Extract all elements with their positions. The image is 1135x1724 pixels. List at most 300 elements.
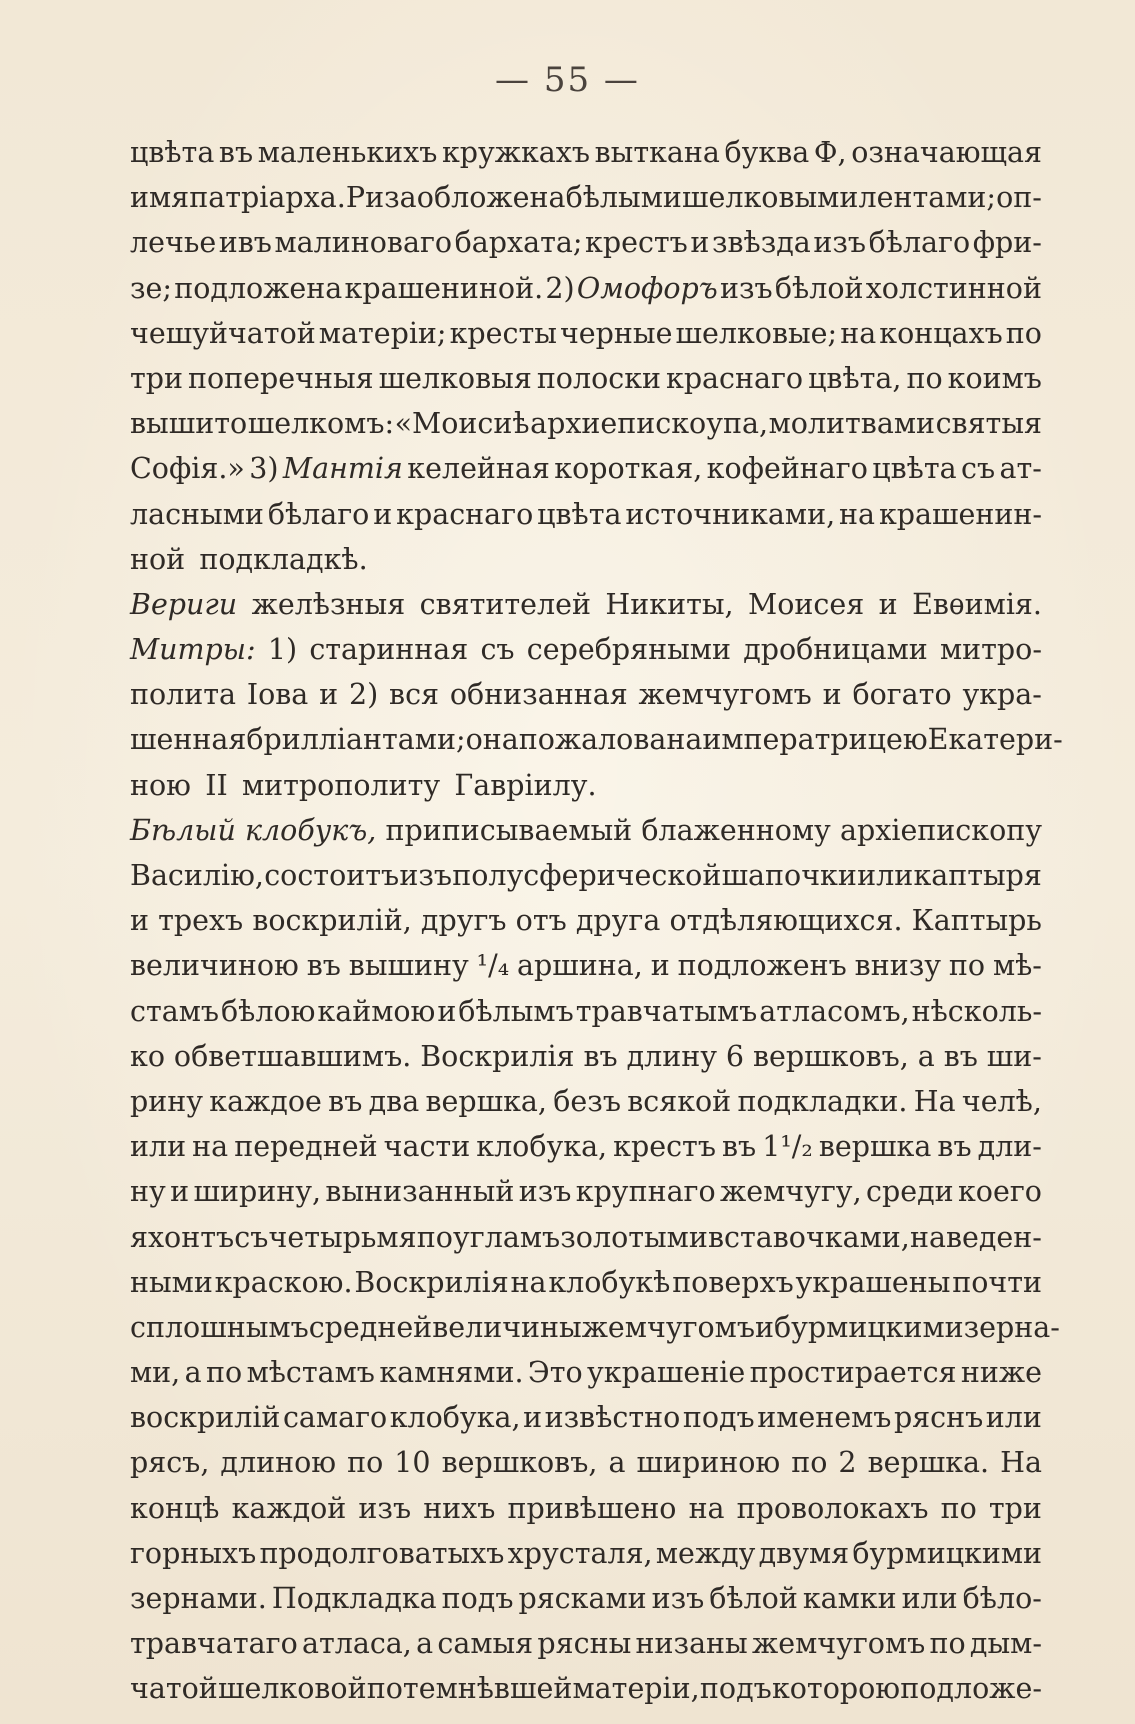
word: шелкомъ:: [247, 407, 395, 441]
word: въ: [328, 1084, 363, 1118]
word: Бѣлый: [130, 813, 236, 847]
word: другъ: [420, 904, 507, 938]
word: и: [690, 226, 710, 260]
word: на: [840, 316, 877, 350]
word: серебряными: [526, 633, 731, 667]
word: и: [373, 497, 393, 531]
word: отъ: [515, 904, 567, 938]
word: длину: [626, 1039, 717, 1073]
word: лентами;: [858, 181, 996, 215]
word: изъ: [651, 1582, 705, 1615]
word: архіепископу: [840, 813, 1042, 847]
word: вершковъ,: [752, 1039, 909, 1073]
word: по: [948, 949, 986, 983]
word: молитвами: [768, 407, 935, 441]
word: 2: [838, 1446, 857, 1480]
word: по: [347, 1446, 384, 1480]
word: жемчугомъ: [581, 1310, 755, 1344]
word: каймою: [317, 994, 436, 1028]
text-line: [130, 1666, 1042, 1711]
word: зерна-: [963, 1310, 1060, 1344]
word: 1¹/₂: [762, 1130, 813, 1164]
word: жемчугомъ: [638, 678, 812, 712]
text-line: [130, 537, 1042, 582]
word: вышито: [130, 407, 248, 441]
word: вершка.: [867, 1446, 990, 1480]
word: вся: [389, 678, 440, 712]
word: а: [184, 1356, 202, 1390]
word: и: [319, 678, 339, 712]
word: стамъ: [130, 994, 220, 1028]
word: На: [913, 1084, 956, 1118]
word: между: [655, 1536, 756, 1570]
word: 1): [267, 633, 298, 667]
word: наведен-: [909, 1220, 1042, 1254]
word: бѣлаго: [868, 226, 971, 260]
word: выткана: [594, 136, 720, 169]
word: по: [416, 1220, 453, 1254]
word: укра-: [962, 678, 1042, 712]
text-line: [130, 1124, 1042, 1169]
word: три: [988, 1491, 1042, 1525]
word: Каптырь: [911, 904, 1042, 938]
word: извѣстно: [544, 1401, 681, 1435]
word: ат-: [999, 452, 1042, 486]
word: простирается: [749, 1356, 957, 1390]
word: и: [822, 678, 842, 712]
text-line: [130, 311, 1042, 356]
word: съ: [961, 452, 996, 486]
word: потемнѣвшей: [366, 1672, 573, 1706]
word: челѣ,: [961, 1084, 1042, 1118]
text-line: [130, 627, 1042, 672]
word: Іова: [246, 678, 309, 712]
word: хрусталя,: [507, 1536, 653, 1570]
word: вершка: [818, 1130, 932, 1164]
word: части: [383, 1130, 471, 1164]
word: изъ: [813, 226, 867, 260]
word: почти: [952, 1265, 1042, 1299]
word: Моисея: [748, 587, 865, 621]
word: шелковыми: [682, 181, 859, 215]
word: нѣсколь-: [911, 994, 1042, 1028]
word: краснаго: [666, 361, 804, 395]
word: бѣлыми: [565, 181, 682, 215]
text-line: [130, 1169, 1042, 1214]
word: самыя: [437, 1627, 534, 1661]
word: келейная: [407, 452, 550, 486]
word: ми,: [130, 1356, 181, 1390]
word: и: [878, 587, 898, 621]
word: бѣлаго: [267, 497, 370, 531]
word: нихъ: [423, 1491, 496, 1525]
word: подъ: [682, 1401, 755, 1435]
word: На: [1000, 1446, 1042, 1480]
word: и: [130, 904, 149, 938]
word: жемчугу,: [720, 1175, 862, 1209]
word: безъ: [553, 1084, 621, 1118]
word: II: [205, 768, 228, 802]
word: шенная: [130, 723, 247, 757]
word: имя: [130, 181, 190, 215]
word: травчатаго: [130, 1627, 298, 1661]
word: жемчугомъ: [752, 1627, 926, 1661]
text-line: [130, 1486, 1042, 1531]
text-line: [130, 853, 1042, 898]
text-line: [130, 1079, 1042, 1124]
word: вершка,: [425, 1084, 547, 1118]
word: коего: [957, 1175, 1042, 1209]
word: шелковые;: [675, 316, 838, 350]
word: всякой: [627, 1084, 732, 1118]
word: бриллiантами;: [246, 723, 466, 757]
word: Митры:: [130, 633, 256, 667]
word: краскою.: [214, 1265, 353, 1299]
word: дли-: [977, 1130, 1042, 1164]
word: по: [940, 1491, 977, 1525]
text-line: [130, 763, 1042, 808]
word: буква: [724, 136, 810, 169]
page-number: — 55 —: [495, 60, 640, 100]
text-line: [130, 492, 1042, 537]
word: съ: [234, 1220, 269, 1254]
word: каждой: [231, 1491, 347, 1525]
word: яхонтъ: [130, 1220, 235, 1254]
body-text: [130, 130, 1063, 1712]
word: концахъ: [879, 316, 1003, 350]
word: по: [206, 1356, 243, 1390]
word: по: [791, 1446, 828, 1480]
word: ¹/₄: [476, 949, 510, 983]
word: а: [608, 1446, 626, 1480]
word: и: [170, 1175, 190, 1209]
word: и: [650, 949, 670, 983]
word: изъ: [518, 1175, 572, 1209]
word: или: [130, 1130, 187, 1164]
word: или: [901, 1582, 958, 1615]
text-line: [130, 943, 1042, 988]
text-line: [130, 130, 1042, 175]
word: величины: [432, 1310, 582, 1344]
word: 6: [725, 1039, 745, 1073]
word: продолговатыхъ: [259, 1536, 505, 1570]
word: и: [437, 994, 457, 1028]
word: на: [839, 497, 876, 531]
word: травчатымъ: [575, 994, 758, 1028]
text-line: [130, 1305, 1060, 1350]
word: крестъ: [613, 1130, 716, 1164]
word: черные: [559, 316, 673, 350]
word: длиною: [220, 1446, 337, 1480]
word: патріарха.: [189, 181, 346, 215]
word: атласа,: [301, 1627, 412, 1661]
word: шелковой: [217, 1672, 367, 1706]
word: на: [688, 1491, 725, 1525]
word: обнизанная: [449, 678, 628, 712]
word: шелковыя: [378, 361, 532, 395]
word: краснаго: [396, 497, 534, 531]
text-line: [130, 175, 1042, 220]
word: Мантія: [282, 452, 403, 486]
word: бѣло-: [962, 1582, 1042, 1615]
word: кресты: [449, 316, 557, 350]
text-line: [130, 1531, 1042, 1576]
word: рину: [130, 1084, 204, 1118]
word: Воскрилія: [420, 1039, 575, 1073]
text-line: [130, 808, 1042, 853]
word: шириною: [636, 1446, 781, 1480]
text-line: [130, 672, 1042, 717]
word: подкладкѣ.: [199, 542, 368, 576]
word: въ: [218, 136, 254, 169]
word: ну: [130, 1175, 166, 1209]
word: въ: [583, 1039, 618, 1073]
word: бархата;: [454, 226, 583, 260]
text-line: [130, 1395, 1042, 1440]
word: украшены: [795, 1265, 951, 1299]
word: Омофоръ: [576, 271, 718, 305]
word: цвѣта: [537, 497, 622, 531]
word: и: [754, 1310, 774, 1344]
word: передней: [234, 1130, 378, 1164]
word: 3): [249, 452, 279, 486]
word: Вериги: [130, 587, 238, 621]
word: а: [416, 1627, 434, 1661]
word: святителей: [419, 587, 591, 621]
word: друга: [575, 904, 661, 938]
word: изъ: [719, 271, 773, 305]
word: ряснъ: [893, 1401, 984, 1435]
word: фри-: [972, 226, 1042, 260]
word: камнями.: [379, 1356, 524, 1390]
word: холстинной: [865, 271, 1042, 305]
word: подъ: [699, 1672, 772, 1706]
word: ласными: [130, 497, 264, 531]
word: 2): [348, 678, 379, 712]
word: атласомъ,: [759, 994, 910, 1028]
word: по: [1005, 316, 1042, 350]
text-line: [130, 582, 1042, 627]
word: чатой: [130, 1672, 218, 1706]
word: которою: [771, 1672, 901, 1706]
word: мѣ-: [992, 949, 1042, 983]
word: зе;: [130, 271, 173, 305]
word: а: [917, 1039, 935, 1073]
word: рясны: [537, 1627, 632, 1661]
word: воскрилій: [130, 1401, 281, 1435]
word: въ: [722, 1130, 757, 1164]
word: императрицею: [702, 723, 928, 757]
word: бѣлой: [709, 1582, 798, 1615]
word: лечье: [130, 226, 217, 260]
word: пожалована: [518, 723, 703, 757]
word: вставочками,: [708, 1220, 910, 1254]
word: два: [368, 1084, 420, 1118]
word: святыя: [935, 407, 1042, 441]
word: ной: [130, 542, 186, 576]
word: крашенин-: [878, 497, 1042, 531]
word: цвѣта: [872, 452, 957, 486]
word: Василію,: [130, 859, 264, 892]
text-line: [130, 1260, 1042, 1305]
word: клобука,: [389, 1401, 521, 1435]
word: клобукѣ: [548, 1265, 671, 1299]
word: изъ: [399, 859, 453, 892]
word: архиепискоупа,: [530, 407, 769, 441]
word: украшеніе: [587, 1356, 746, 1390]
word: отдѣляющихся.: [669, 904, 903, 938]
word: цвѣта: [130, 136, 215, 169]
word: камки: [802, 1582, 897, 1615]
word: дробницами: [743, 633, 928, 667]
word: «Моисиѣ: [394, 407, 530, 441]
word: проволокахъ: [736, 1491, 929, 1525]
word: кружкахъ: [441, 136, 591, 169]
word: подкладки.: [737, 1084, 908, 1118]
text-line: [130, 401, 1042, 446]
word: мѣстамъ: [246, 1356, 375, 1390]
word: ивъ: [218, 226, 272, 260]
word: кофейнаго: [706, 452, 868, 486]
word: обложена: [416, 181, 566, 215]
word: самаго: [282, 1401, 388, 1435]
word: состоитъ: [264, 859, 400, 892]
word: и: [523, 1401, 543, 1435]
word: коимъ: [947, 361, 1042, 395]
word: 2): [545, 271, 575, 305]
word: бѣлымъ: [458, 994, 574, 1028]
word: ширину,: [193, 1175, 322, 1209]
word: Подкладка: [271, 1582, 437, 1615]
word: бурмицкими: [852, 1536, 1042, 1570]
word: блаженному: [641, 813, 831, 847]
word: на: [192, 1130, 229, 1164]
word: вышину: [348, 949, 469, 983]
word: въ: [937, 1130, 972, 1164]
word: поверхъ: [672, 1265, 794, 1299]
word: внизу: [854, 949, 942, 983]
word: крестъ: [585, 226, 688, 260]
word: полоски: [536, 361, 661, 395]
word: обветшавшимъ.: [173, 1039, 412, 1073]
word: подложена: [174, 271, 343, 305]
word: Риза: [345, 181, 417, 215]
word: или: [857, 859, 914, 892]
word: низаны: [635, 1627, 748, 1661]
word: дым-: [969, 1627, 1042, 1661]
word: малиноваго: [274, 226, 453, 260]
word: подложенъ: [677, 949, 847, 983]
word: четырьмя: [268, 1220, 417, 1254]
word: въ: [306, 949, 341, 983]
word: Софія.»: [130, 452, 245, 486]
word: полусферической: [452, 859, 722, 892]
word: матеріи,: [572, 1672, 700, 1706]
word: ко: [130, 1039, 165, 1073]
word: подъ: [441, 1582, 514, 1615]
word: Никиты,: [605, 587, 734, 621]
word: цвѣта,: [808, 361, 902, 395]
word: воскрилій,: [252, 904, 412, 938]
word: среди: [866, 1175, 954, 1209]
word: ши-: [986, 1039, 1042, 1073]
text-line: [130, 1034, 1042, 1079]
word: или: [985, 1401, 1042, 1435]
word: рясками: [518, 1582, 647, 1615]
word: митро-: [940, 633, 1042, 667]
word: Ф,: [813, 136, 847, 169]
word: матеріи;: [318, 316, 447, 350]
word: именемъ: [757, 1401, 892, 1435]
word: горныхъ: [130, 1536, 257, 1570]
text-line: [130, 266, 1042, 311]
word: по: [906, 361, 943, 395]
word: клобукъ,: [245, 813, 377, 847]
word: митрополиту: [242, 768, 441, 802]
word: приписываемый: [385, 813, 633, 847]
text-line: [130, 1215, 1042, 1260]
word: полита: [130, 678, 237, 712]
word: аршина,: [517, 949, 643, 983]
word: зернами.: [130, 1582, 267, 1615]
word: привѣшено: [507, 1491, 677, 1525]
word: въ: [943, 1039, 978, 1073]
word: 10: [394, 1446, 431, 1480]
text-line: [130, 1576, 1042, 1621]
word: бурмицкими: [773, 1310, 964, 1344]
word: три: [130, 361, 184, 395]
word: маленькихъ: [257, 136, 438, 169]
text-line: [130, 446, 1042, 491]
word: чешуйчатой: [130, 316, 316, 350]
text-line: [130, 1350, 1042, 1395]
word: концѣ: [130, 1491, 220, 1525]
word: поперечныя: [188, 361, 374, 395]
word: шапочки: [721, 859, 857, 892]
word: двумя: [758, 1536, 850, 1570]
word: оп-: [996, 181, 1042, 215]
word: сплошнымъ: [130, 1310, 309, 1344]
word: ными: [130, 1265, 213, 1299]
word: по: [929, 1627, 966, 1661]
word: средней: [308, 1310, 433, 1344]
word: Гаврiилу.: [454, 768, 597, 802]
word: источниками,: [625, 497, 836, 531]
word: ною: [130, 768, 191, 802]
text-line: [130, 898, 1042, 943]
word: она: [465, 723, 519, 757]
word: клобука,: [476, 1130, 608, 1164]
word: вершковъ,: [441, 1446, 598, 1480]
word: крашениной.: [344, 271, 544, 305]
word: подложе-: [900, 1672, 1042, 1706]
word: Евѳимія.: [912, 587, 1042, 621]
word: звѣзда: [711, 226, 811, 260]
word: величиною: [130, 949, 299, 983]
text-line: [130, 1440, 1042, 1485]
word: желѣзныя: [251, 587, 406, 621]
word: старинная: [309, 633, 469, 667]
word: ниже: [960, 1356, 1042, 1390]
word: означающая: [851, 136, 1042, 169]
text-line: [130, 989, 1042, 1034]
text-line: [130, 220, 1042, 265]
word: богато: [852, 678, 952, 712]
text-line: [130, 1621, 1042, 1666]
word: на: [510, 1265, 547, 1299]
word: Это: [527, 1356, 583, 1390]
word: бѣлою: [221, 994, 316, 1028]
